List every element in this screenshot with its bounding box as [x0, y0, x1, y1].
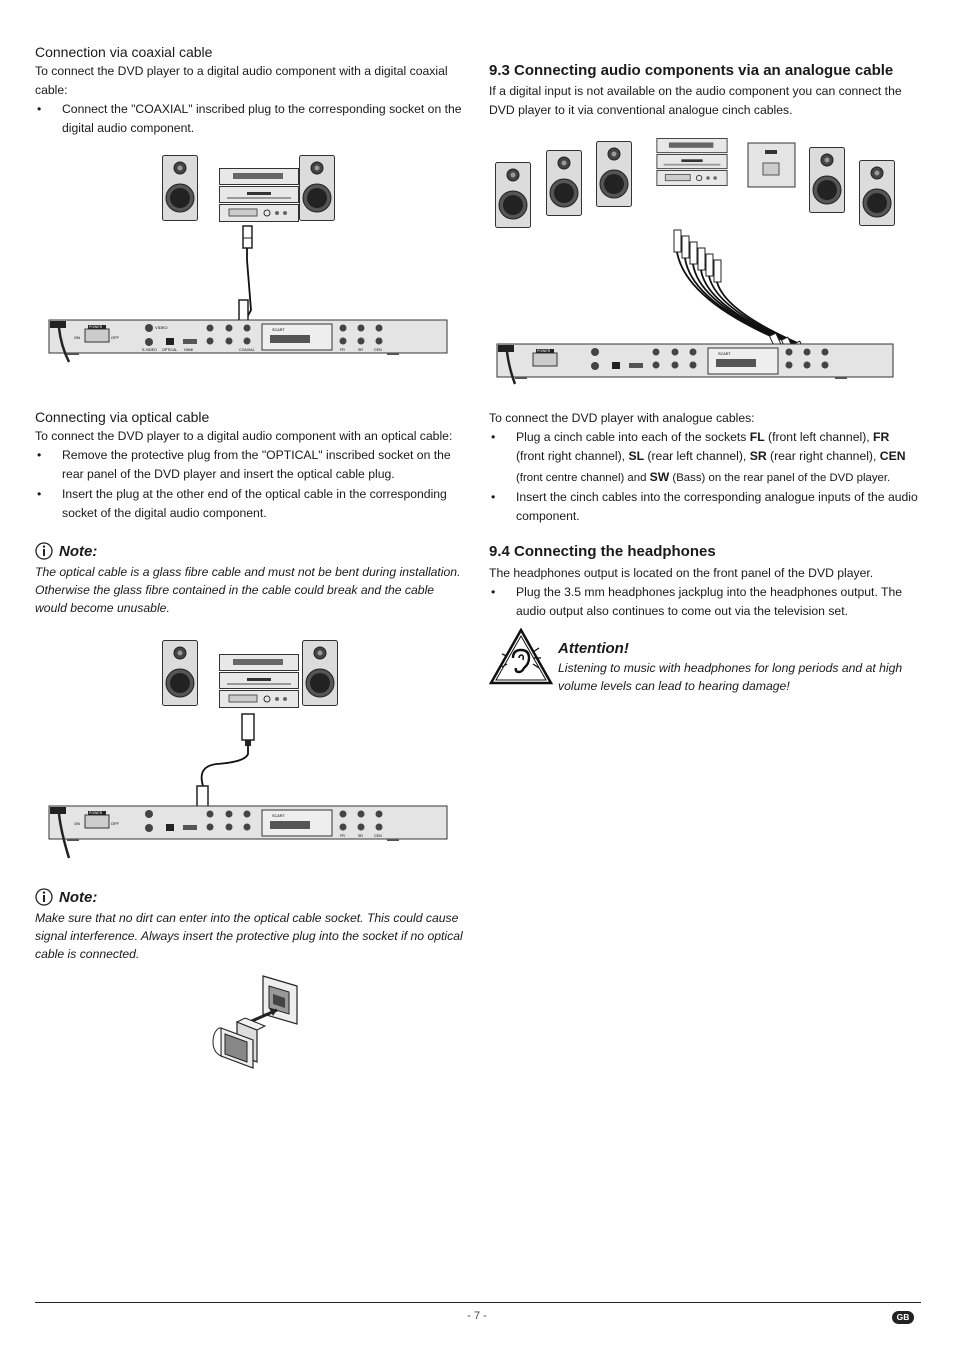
optical-plug-top-icon: [242, 714, 254, 740]
analog-section: [489, 62, 921, 120]
analog-bullet-1: [489, 428, 921, 488]
optical-bullet-1: • Remove the protective plug from the "OPTICAL" inscribed socket on the rear panel of the DVD player and insert the optical cable plug.: [35, 446, 465, 485]
analog-steps: [489, 409, 921, 526]
info-icon: [35, 542, 53, 560]
dvd-rear-panel-icon: [49, 320, 447, 362]
panel-scart-label: SCART: [272, 328, 285, 332]
subwoofer-icon: [748, 143, 795, 187]
coaxial-intro: To connect the DVD player to a digital audio component with a digital coaxial cable:: [35, 64, 448, 97]
coaxial-diagram: [47, 150, 449, 380]
note-1-text: The optical cable is a glass fibre cable and must not be bent during installation. Otherwise the glass fibre contained in the cable could break and the cable would become unusable.: [35, 565, 461, 615]
dvd-rear-panel-icon: [49, 806, 447, 858]
analog-b1-text: (Bass) on the rear panel of the DVD player.: [669, 471, 891, 484]
panel-fr-label: FR: [340, 834, 345, 838]
coaxial-section: [35, 44, 465, 139]
analog-intro: If a digital input is not available on the audio component you can connect the DVD player to it via conventional analogue cinch cables.: [489, 84, 902, 117]
socket-sl: SL: [628, 449, 645, 464]
coaxial-bullet: • Connect the "COAXIAL" inscribed plug to the corresponding socket on the digital audio component.: [35, 100, 465, 139]
protective-plug-diagram: [185, 972, 335, 1077]
panel-sr-label: SR: [358, 348, 363, 352]
language-badge: GB: [892, 1311, 914, 1324]
panel-optical-label: OPTICAL: [162, 348, 178, 352]
panel-coaxial-label: COAXIAL: [239, 348, 255, 352]
speaker-left-icon: [163, 641, 198, 706]
speaker-rear-right-icon: [810, 148, 845, 213]
info-icon: [35, 888, 53, 906]
socket-fl: FL: [749, 430, 765, 444]
socket-cen: CEN: [879, 449, 906, 464]
analog-lead: To connect the DVD player with analogue cables:: [489, 411, 755, 425]
panel-scart-label: SCART: [272, 814, 285, 818]
socket-fr: FR: [873, 430, 890, 444]
panel-power-label: POWER: [89, 811, 103, 815]
panel-on-label: ON: [74, 335, 80, 340]
panel-on-label: ON: [74, 821, 80, 826]
audio-component-icon: [657, 138, 727, 185]
analog-b1-text: (rear left channel),: [644, 449, 750, 464]
analog-title: 9.3 Connecting audio components via an analogue cable: [489, 62, 894, 79]
panel-cen-label: CEN: [374, 348, 382, 352]
speaker-front-right-icon: [860, 161, 895, 226]
panel-hdmi-label: HDMI: [184, 348, 194, 352]
panel-power-label: POWER: [537, 349, 551, 353]
panel-sr-label: SR: [358, 834, 363, 838]
panel-fr-label: FR: [340, 348, 345, 352]
optical-section: [35, 409, 465, 523]
headphones-section: [489, 543, 921, 622]
panel-cen-label: CEN: [374, 834, 382, 838]
analog-bullet-2: • Insert the cinch cables into the corresponding analogue inputs of the audio component.: [489, 488, 921, 527]
note-2-title: Note:: [59, 888, 98, 906]
coaxial-plug-top-icon: [243, 226, 252, 248]
note-2-text: Make sure that no dirt can enter into the optical cable socket. This could cause signal interference. Always insert the protective plug into the socket if no optical cable is connected.: [35, 911, 463, 961]
panel-off-label: OFF: [111, 821, 119, 826]
panel-svideo-label: S-VIDEO: [142, 348, 157, 352]
coaxial-title: Connection via coaxial cable: [35, 44, 213, 60]
socket-sr: SR: [749, 449, 767, 464]
dvd-rear-panel-icon: [497, 344, 893, 384]
analog-b1-text: (front left channel),: [764, 430, 874, 444]
analog-diagram: [495, 138, 895, 386]
optical-cable-icon: [202, 746, 248, 786]
panel-video-label: VIDEO: [155, 325, 168, 330]
optical-diagram: [47, 636, 449, 866]
coaxial-plug-bottom-icon: [239, 300, 248, 322]
audio-component-icon: [220, 655, 299, 708]
speaker-left-icon: [163, 156, 198, 221]
footer-rule: [35, 1302, 921, 1303]
speaker-rear-left-icon: [547, 151, 582, 216]
optical-intro: To connect the DVD player to a digital audio component with an optical cable:: [35, 429, 453, 443]
rca-plugs-top-icon: [674, 230, 721, 282]
analog-b1-text: (front centre channel) and: [516, 471, 650, 484]
headphones-intro: The headphones output is located on the front panel of the DVD player.: [489, 566, 874, 580]
note-2: [35, 888, 465, 963]
speaker-right-icon: [303, 641, 338, 706]
headphones-title: 9.4 Connecting the headphones: [489, 543, 716, 560]
socket-sw: SW: [649, 469, 670, 484]
audio-component-icon: [220, 169, 299, 222]
attention-block: [558, 640, 920, 696]
optical-bullet-2: • Insert the plug at the other end of the optical cable in the corresponding socket of the digital audio component.: [35, 485, 465, 524]
attention-text: Listening to music with headphones for long periods and at high volume levels can lead to hearing damage!: [558, 661, 903, 693]
speaker-front-left-icon: [496, 163, 531, 228]
attention-title: Attention!: [558, 640, 629, 657]
note-1-title: Note:: [59, 542, 98, 560]
panel-power-label: POWER: [89, 325, 103, 329]
analog-b1-text: (rear right channel),: [766, 449, 880, 464]
panel-off-label: OFF: [111, 335, 119, 340]
note-1: [35, 542, 465, 617]
analog-b1-text: Plug a cinch cable into each of the sockets: [516, 430, 750, 444]
speaker-center-icon: [597, 142, 632, 207]
speaker-right-icon: [300, 156, 335, 221]
hearing-warning-icon: [489, 628, 553, 686]
page-number: - 7 -: [467, 1310, 487, 1322]
analog-b1-text: (front right channel),: [516, 449, 629, 464]
optical-title: Connecting via optical cable: [35, 409, 210, 425]
panel-scart-label: SCART: [718, 352, 731, 356]
headphones-bullet: • Plug the 3.5 mm headphones jackplug into the headphones output. The audio output also continues to come out via the television set.: [489, 583, 921, 622]
